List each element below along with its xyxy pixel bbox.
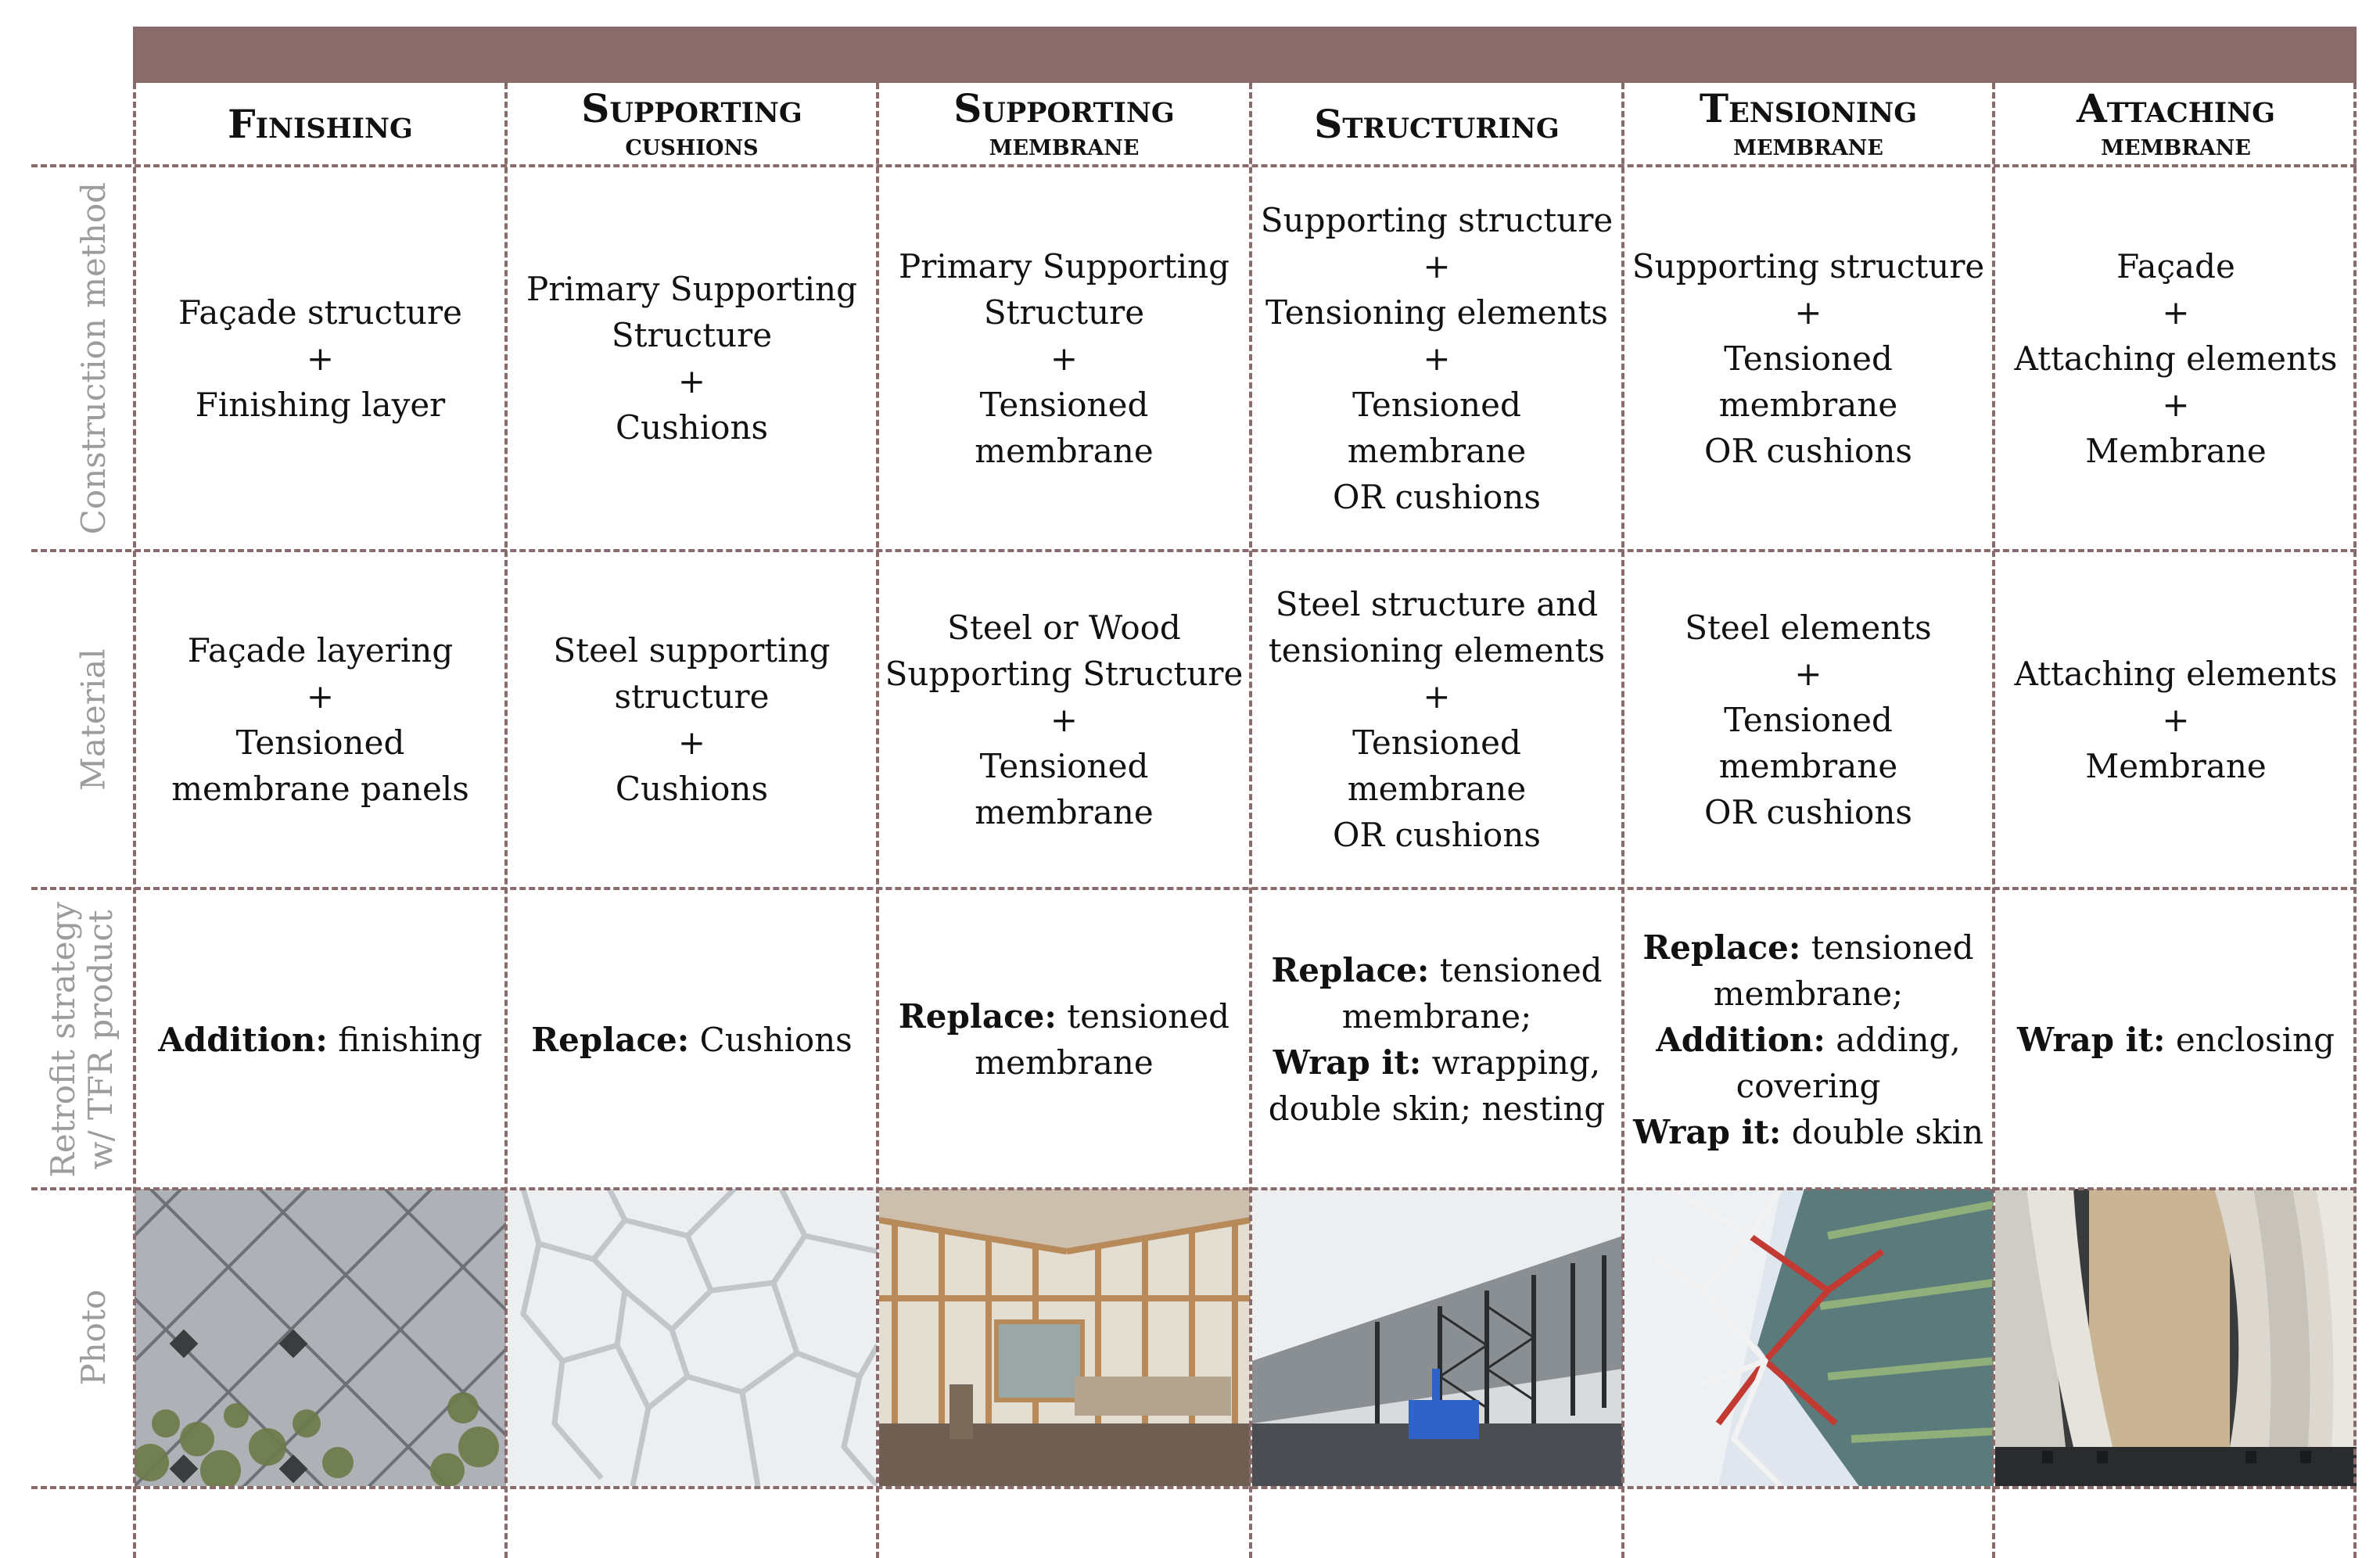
retrofit-cell	[508, 890, 876, 1189]
construction-cell: Façade + Attaching elements + Membrane	[2014, 246, 2338, 470]
retrofit-strategy-text: tensioned	[1056, 997, 1230, 1036]
retrofit-line	[1269, 1039, 1605, 1086]
retrofit-strategy-keyword: Replace:	[531, 1020, 690, 1059]
retrofit-line	[1633, 1109, 1983, 1155]
retrofit-line	[899, 993, 1229, 1039]
retrofit-strategy-text: adding,	[1825, 1020, 1961, 1059]
grid-line	[876, 83, 879, 1558]
retrofit-strategy-text: finishing	[327, 1020, 483, 1059]
retrofit-strategy-keyword: Replace:	[1642, 928, 1801, 967]
retrofit-strategy-keyword: Addition:	[158, 1020, 328, 1059]
grid-line	[133, 83, 136, 1558]
construction-cell: Primary Supporting Structure + Tensioned membrane	[899, 246, 1229, 470]
retrofit-line	[1633, 924, 1983, 971]
steel-lattice-facade-photo	[1624, 1189, 1994, 1486]
retrofit-strategy-text: tensioned	[1429, 951, 1603, 989]
grid-line	[31, 1187, 2357, 1190]
construction-cell: Façade structure + Finishing layer	[178, 293, 462, 424]
retrofit-cell	[1624, 890, 1992, 1189]
retrofit-strategy-text: enclosing	[2165, 1020, 2335, 1059]
retrofit-strategy-text: membrane;	[1713, 974, 1904, 1013]
retrofit-line	[531, 1017, 852, 1063]
grid-line	[31, 164, 2357, 167]
retrofit-strategy-text: double skin; nesting	[1268, 1090, 1606, 1128]
header-bar	[133, 27, 2357, 83]
retrofit-line	[1633, 1017, 1983, 1063]
retrofit-strategy-text: membrane	[975, 1043, 1154, 1082]
row-label-material: Material	[74, 648, 113, 791]
retrofit-line	[1269, 993, 1605, 1039]
column-header-structuring: Structuring	[1314, 101, 1560, 147]
retrofit-strategy-text: double skin	[1781, 1112, 1984, 1151]
column-header-supporting-membrane: Supporting membrane	[953, 85, 1175, 162]
retrofit-cell	[136, 890, 504, 1189]
retrofit-cell	[879, 890, 1249, 1189]
draped-membrane-photo	[1995, 1189, 2357, 1486]
retrofit-strategy-text: Cushions	[689, 1020, 853, 1059]
retrofit-line	[1633, 1063, 1983, 1109]
wood-frame-interior-photo	[879, 1189, 1251, 1486]
facade-panels-photo	[135, 1189, 506, 1486]
grid-line	[1992, 83, 1995, 1558]
membrane-ceiling-steel-photo	[1252, 1189, 1623, 1486]
material-cell: Façade layering + Tensioned membrane panels	[171, 631, 469, 808]
grid-line	[31, 887, 2357, 890]
construction-cell: Supporting structure + Tensioned membrane OR cushions	[1632, 246, 1985, 470]
column-header-tensioning-membrane: Tensioning membrane	[1699, 85, 1918, 162]
row-label-photo: Photo	[74, 1289, 113, 1386]
cushion-cells-photo	[508, 1189, 878, 1486]
column-header-attaching-membrane: Attaching membrane	[2076, 85, 2276, 162]
retrofit-line	[158, 1017, 483, 1063]
material-cell: Steel structure and tensioning elements + Tensioned membrane OR cushions	[1268, 585, 1606, 854]
grid-line	[2353, 83, 2357, 1558]
retrofit-strategy-text: covering	[1736, 1066, 1881, 1105]
grid-line	[1621, 83, 1624, 1558]
construction-cell: Primary Supporting Structure + Cushions	[526, 270, 857, 447]
retrofit-cell	[1995, 890, 2357, 1189]
retrofit-strategy-keyword: Wrap it:	[1632, 1112, 1782, 1151]
retrofit-strategy-keyword: Replace:	[898, 997, 1057, 1036]
retrofit-strategy-keyword: Addition:	[1656, 1020, 1825, 1059]
retrofit-line	[1269, 947, 1605, 993]
grid-line	[1249, 83, 1252, 1558]
retrofit-line	[1269, 1086, 1605, 1132]
retrofit-strategy-keyword: Replace:	[1271, 951, 1430, 989]
grid-line	[504, 83, 508, 1558]
retrofit-cell	[1252, 890, 1621, 1189]
retrofit-strategy-text: wrapping,	[1421, 1043, 1601, 1082]
grid-line	[31, 549, 2357, 552]
column-header-supporting-cushions: Supporting cushions	[581, 85, 802, 162]
material-cell: Steel or Wood Supporting Structure + Tensioned membrane	[885, 608, 1244, 831]
construction-cell: Supporting structure + Tensioning elements + Tensioned membrane OR cushions	[1260, 200, 1614, 516]
grid-line	[31, 1486, 2357, 1489]
retrofit-line	[899, 1039, 1229, 1086]
row-label-retrofit-strategy: Retrofit strategy w/ TFR product	[43, 901, 120, 1178]
retrofit-strategy-text: tensioned	[1800, 928, 1974, 967]
retrofit-strategy-keyword: Wrap it:	[2017, 1020, 2166, 1059]
material-cell: Steel elements + Tensioned membrane OR cushions	[1685, 608, 1932, 831]
material-cell: Attaching elements + Membrane	[2014, 654, 2338, 785]
retrofit-strategy-text: membrane;	[1341, 997, 1532, 1036]
retrofit-strategy-keyword: Wrap it:	[1273, 1043, 1422, 1082]
column-header-finishing: Finishing	[228, 101, 413, 147]
retrofit-line	[2017, 1017, 2335, 1063]
row-label-construction-method: Construction method	[74, 181, 113, 535]
material-cell: Steel supporting structure + Cushions	[553, 631, 831, 808]
retrofit-line	[1633, 971, 1983, 1017]
